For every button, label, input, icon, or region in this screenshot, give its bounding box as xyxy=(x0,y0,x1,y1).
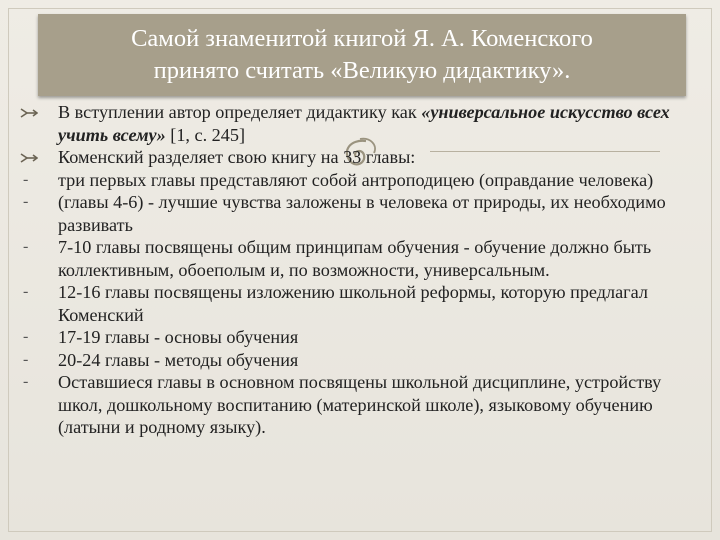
list-item-chapter xyxy=(20,281,692,326)
dash-marker: - xyxy=(23,238,29,255)
list-item-chapter xyxy=(20,326,692,349)
chapter-text: 12-16 главы посвящены изложению школьной реформы, которую предлагал Коменский xyxy=(58,282,648,325)
list-item-chapter xyxy=(20,169,692,192)
list-item-chapter xyxy=(20,371,692,439)
list-item-chapters-intro xyxy=(20,146,692,169)
list-item-chapter xyxy=(20,191,692,236)
chapter-text: 20-24 главы - методы обучения xyxy=(58,349,299,370)
chapter-text: (главы 4-6) - лучшие чувства заложены в человека от природы, их необходимо развивать xyxy=(58,192,666,235)
dash-marker: - xyxy=(23,283,29,300)
dash-marker: - xyxy=(23,328,29,345)
title-line-1: Самой знаменитой книгой Я. А. Коменского xyxy=(131,25,593,52)
bullet-arrow-icon xyxy=(20,146,40,168)
content-list xyxy=(20,101,692,439)
chapters-intro-text: Коменский разделяет свою книгу на 33 главы: xyxy=(58,147,416,167)
list-item-chapter xyxy=(20,236,692,281)
list-item-intro xyxy=(20,101,692,146)
dash-marker: - xyxy=(23,350,29,368)
intro-quote: «универсальное искусство всех учить всему» xyxy=(58,102,670,145)
chapter-text: три первых главы представляют собой антроподицею (оправдание человека) xyxy=(58,169,654,190)
intro-reference: [1, с. 245] xyxy=(165,124,246,145)
chapter-text: 7-10 главы посвящены общим принципам обучения - обучение должно быть коллективным, обоеполым и, по возможности, универсальным. xyxy=(58,237,652,280)
dash-marker: - xyxy=(23,170,29,188)
dash-marker: - xyxy=(23,373,29,390)
list-item-chapter xyxy=(20,349,692,372)
chapter-text: Оставшиеся главы в основном посвящены школьной дисциплине, устройству школ, дошкольному воспитанию (материнской школе), языковому обучению (латыни и родному языку). xyxy=(58,372,662,437)
bullet-arrow-icon xyxy=(20,101,40,123)
chapter-text: 17-19 главы - основы обучения xyxy=(58,327,299,347)
intro-text: В вступлении автор определяет дидактику как xyxy=(58,102,422,122)
title-box xyxy=(38,14,686,96)
dash-marker: - xyxy=(23,193,29,210)
title-line-2: принято считать «Великую дидактику». xyxy=(153,57,571,84)
